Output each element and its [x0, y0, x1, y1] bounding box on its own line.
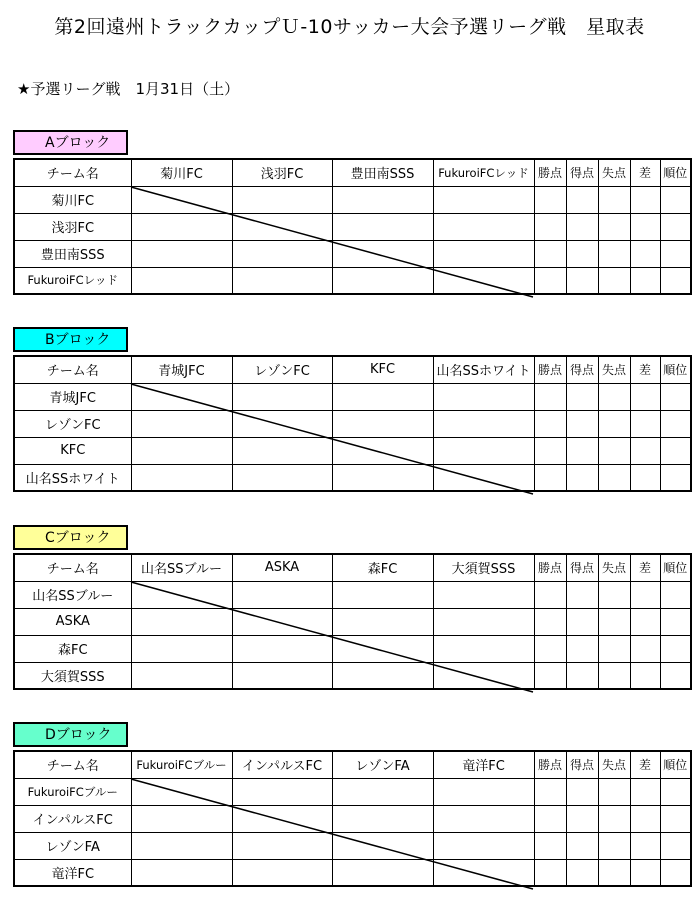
result-cell[interactable] — [131, 410, 232, 437]
team-name-cell: ASKA — [14, 608, 131, 635]
stat-cell[interactable] — [566, 805, 598, 832]
block-label: Cブロック — [13, 525, 128, 550]
stat-cell[interactable] — [630, 267, 660, 294]
opponent-header: ASKA — [232, 554, 332, 581]
stat-cell[interactable] — [630, 186, 660, 213]
stat-cell[interactable] — [566, 240, 598, 267]
result-cell[interactable] — [232, 608, 332, 635]
stat-cell[interactable] — [534, 437, 566, 464]
block-label: Aブロック — [13, 130, 128, 155]
stat-cell[interactable] — [630, 662, 660, 689]
stat-header: 勝点 — [534, 751, 566, 778]
result-cell[interactable] — [131, 635, 232, 662]
result-cell[interactable] — [232, 213, 332, 240]
stat-cell[interactable] — [598, 186, 630, 213]
result-cell[interactable] — [232, 635, 332, 662]
result-cell[interactable] — [131, 608, 232, 635]
result-cell[interactable] — [131, 778, 232, 805]
result-cell[interactable] — [232, 662, 332, 689]
team-name-cell: 青城JFC — [14, 383, 131, 410]
result-cell[interactable] — [433, 778, 534, 805]
stat-cell[interactable] — [566, 437, 598, 464]
page-subtitle: ★予選リーグ戦 1月31日（土） — [17, 80, 240, 98]
result-cell[interactable] — [232, 805, 332, 832]
team-name-cell: 浅羽FC — [14, 213, 131, 240]
stat-header: 勝点 — [534, 554, 566, 581]
result-cell[interactable] — [332, 635, 433, 662]
stat-cell[interactable] — [660, 859, 691, 886]
stat-header: 得点 — [566, 159, 598, 186]
result-cell[interactable] — [131, 186, 232, 213]
team-name-cell: インパルスFC — [14, 805, 131, 832]
header-row — [14, 356, 691, 383]
stat-header: 順位 — [660, 554, 691, 581]
stat-cell[interactable] — [598, 859, 630, 886]
stat-cell[interactable] — [534, 832, 566, 859]
stat-cell[interactable] — [566, 186, 598, 213]
stat-header: 差 — [630, 554, 660, 581]
stat-header: 順位 — [660, 356, 691, 383]
result-cell[interactable] — [131, 240, 232, 267]
stat-cell[interactable] — [566, 832, 598, 859]
result-cell[interactable] — [332, 778, 433, 805]
opponent-header: レゾンFC — [232, 356, 332, 383]
stat-cell[interactable] — [566, 859, 598, 886]
result-cell[interactable] — [232, 186, 332, 213]
stat-header: 失点 — [598, 554, 630, 581]
result-cell[interactable] — [131, 859, 232, 886]
team-name-cell: 竜洋FC — [14, 859, 131, 886]
stat-cell[interactable] — [660, 437, 691, 464]
stat-header: 得点 — [566, 554, 598, 581]
stat-cell[interactable] — [660, 805, 691, 832]
team-name-cell: FukuroiFCレッド — [14, 267, 131, 294]
stat-header: 失点 — [598, 356, 630, 383]
result-cell[interactable] — [433, 608, 534, 635]
stat-cell[interactable] — [566, 267, 598, 294]
stat-cell[interactable] — [660, 213, 691, 240]
stat-header: 差 — [630, 159, 660, 186]
result-cell[interactable] — [433, 581, 534, 608]
standings-table — [13, 158, 692, 295]
result-cell[interactable] — [232, 581, 332, 608]
stat-cell[interactable] — [630, 410, 660, 437]
stat-cell[interactable] — [660, 778, 691, 805]
opponent-header: FukuroiFCブルー — [131, 751, 232, 778]
stat-cell[interactable] — [660, 186, 691, 213]
opponent-header: 浅羽FC — [232, 159, 332, 186]
stat-cell[interactable] — [660, 240, 691, 267]
opponent-header: KFC — [332, 356, 433, 383]
table-row — [14, 805, 691, 832]
stat-cell[interactable] — [660, 635, 691, 662]
result-cell[interactable] — [433, 635, 534, 662]
result-cell[interactable] — [332, 581, 433, 608]
stat-cell[interactable] — [630, 635, 660, 662]
team-name-cell: 大須賀SSS — [14, 662, 131, 689]
result-cell[interactable] — [232, 464, 332, 491]
block-1 — [13, 130, 690, 300]
result-cell[interactable] — [232, 778, 332, 805]
stat-cell[interactable] — [534, 635, 566, 662]
stat-cell[interactable] — [598, 635, 630, 662]
stat-cell[interactable] — [598, 437, 630, 464]
stat-cell[interactable] — [566, 213, 598, 240]
result-cell[interactable] — [232, 410, 332, 437]
team-name-header: チーム名 — [14, 751, 131, 778]
result-cell[interactable] — [232, 832, 332, 859]
stat-header: 差 — [630, 751, 660, 778]
stat-cell[interactable] — [534, 581, 566, 608]
stat-cell[interactable] — [598, 778, 630, 805]
block-3 — [13, 525, 690, 695]
stat-cell[interactable] — [534, 778, 566, 805]
header-row — [14, 751, 691, 778]
stat-header: 順位 — [660, 159, 691, 186]
table-row — [14, 859, 691, 886]
stat-cell[interactable] — [534, 608, 566, 635]
stat-cell[interactable] — [566, 464, 598, 491]
result-cell[interactable] — [332, 437, 433, 464]
stat-cell[interactable] — [630, 464, 660, 491]
result-cell[interactable] — [433, 240, 534, 267]
stat-cell[interactable] — [566, 778, 598, 805]
result-cell[interactable] — [131, 805, 232, 832]
result-cell[interactable] — [131, 383, 232, 410]
stat-cell[interactable] — [630, 437, 660, 464]
table-row — [14, 437, 691, 464]
result-cell[interactable] — [433, 186, 534, 213]
table-row — [14, 662, 691, 689]
team-name-cell: 山名SSブルー — [14, 581, 131, 608]
result-cell[interactable] — [332, 662, 433, 689]
table-row — [14, 608, 691, 635]
stat-cell[interactable] — [534, 240, 566, 267]
header-row — [14, 554, 691, 581]
table-row — [14, 213, 691, 240]
stat-cell[interactable] — [630, 778, 660, 805]
stat-cell[interactable] — [566, 383, 598, 410]
result-cell[interactable] — [232, 437, 332, 464]
stat-cell[interactable] — [598, 213, 630, 240]
stat-header: 得点 — [566, 356, 598, 383]
stat-cell[interactable] — [598, 662, 630, 689]
table-row — [14, 778, 691, 805]
result-cell[interactable] — [433, 662, 534, 689]
result-cell[interactable] — [332, 410, 433, 437]
standings-table — [13, 355, 692, 492]
stat-cell[interactable] — [598, 581, 630, 608]
stat-header: 得点 — [566, 751, 598, 778]
result-cell[interactable] — [332, 464, 433, 491]
table-row — [14, 240, 691, 267]
stat-header: 失点 — [598, 159, 630, 186]
stat-header: 勝点 — [534, 159, 566, 186]
block-2 — [13, 327, 690, 497]
table-row — [14, 464, 691, 491]
result-cell[interactable] — [433, 267, 534, 294]
result-cell[interactable] — [131, 437, 232, 464]
stat-cell[interactable] — [534, 464, 566, 491]
stat-cell[interactable] — [660, 832, 691, 859]
stat-cell[interactable] — [534, 267, 566, 294]
result-cell[interactable] — [232, 240, 332, 267]
result-cell[interactable] — [433, 437, 534, 464]
result-cell[interactable] — [131, 662, 232, 689]
table-row — [14, 383, 691, 410]
stat-cell[interactable] — [660, 464, 691, 491]
opponent-header: 森FC — [332, 554, 433, 581]
stat-cell[interactable] — [598, 832, 630, 859]
opponent-header: FukuroiFCレッド — [433, 159, 534, 186]
stat-header: 失点 — [598, 751, 630, 778]
stat-cell[interactable] — [630, 832, 660, 859]
opponent-header: レゾンFA — [332, 751, 433, 778]
stat-cell[interactable] — [660, 267, 691, 294]
team-name-cell: 菊川FC — [14, 186, 131, 213]
page-title: 第2回遠州トラックカップＵ-10サッカー大会予選リーグ戦 星取表 — [54, 16, 645, 38]
stat-cell[interactable] — [598, 464, 630, 491]
opponent-header: 菊川FC — [131, 159, 232, 186]
result-cell[interactable] — [332, 240, 433, 267]
stat-cell[interactable] — [598, 805, 630, 832]
opponent-header: 竜洋FC — [433, 751, 534, 778]
stat-cell[interactable] — [630, 383, 660, 410]
stat-cell[interactable] — [534, 410, 566, 437]
team-name-cell: レゾンFA — [14, 832, 131, 859]
result-cell[interactable] — [332, 213, 433, 240]
stat-cell[interactable] — [598, 608, 630, 635]
stat-cell[interactable] — [660, 383, 691, 410]
stat-cell[interactable] — [660, 581, 691, 608]
table-row — [14, 267, 691, 294]
table-row — [14, 186, 691, 213]
table-row — [14, 832, 691, 859]
result-cell[interactable] — [332, 859, 433, 886]
stat-cell[interactable] — [534, 662, 566, 689]
stat-cell[interactable] — [534, 805, 566, 832]
stat-cell[interactable] — [598, 240, 630, 267]
opponent-header: 大須賀SSS — [433, 554, 534, 581]
stat-cell[interactable] — [598, 410, 630, 437]
opponent-header: 豊田南SSS — [332, 159, 433, 186]
team-name-cell: FukuroiFCブルー — [14, 778, 131, 805]
result-cell[interactable] — [131, 581, 232, 608]
opponent-header: インパルスFC — [232, 751, 332, 778]
result-cell[interactable] — [131, 464, 232, 491]
stat-cell[interactable] — [660, 410, 691, 437]
stat-cell[interactable] — [534, 859, 566, 886]
opponent-header: 山名SSブルー — [131, 554, 232, 581]
table-row — [14, 410, 691, 437]
standings-table — [13, 553, 692, 690]
stat-cell[interactable] — [566, 410, 598, 437]
header-row — [14, 159, 691, 186]
stat-cell[interactable] — [598, 267, 630, 294]
result-cell[interactable] — [131, 267, 232, 294]
stat-cell[interactable] — [534, 383, 566, 410]
result-cell[interactable] — [433, 805, 534, 832]
block-label: Dブロック — [13, 722, 128, 747]
standings-table — [13, 750, 692, 887]
stat-cell[interactable] — [660, 608, 691, 635]
result-cell[interactable] — [332, 383, 433, 410]
stat-cell[interactable] — [566, 581, 598, 608]
team-name-cell: 森FC — [14, 635, 131, 662]
result-cell[interactable] — [131, 213, 232, 240]
block-4 — [13, 722, 690, 892]
result-cell[interactable] — [433, 213, 534, 240]
result-cell[interactable] — [332, 186, 433, 213]
stat-cell[interactable] — [534, 213, 566, 240]
team-name-header: チーム名 — [14, 554, 131, 581]
team-name-header: チーム名 — [14, 356, 131, 383]
opponent-header: 青城JFC — [131, 356, 232, 383]
stat-cell[interactable] — [660, 662, 691, 689]
opponent-header: 山名SSホワイト — [433, 356, 534, 383]
stat-cell[interactable] — [630, 213, 660, 240]
result-cell[interactable] — [433, 383, 534, 410]
stat-cell[interactable] — [598, 383, 630, 410]
team-name-cell: 豊田南SSS — [14, 240, 131, 267]
result-cell[interactable] — [232, 267, 332, 294]
result-cell[interactable] — [232, 383, 332, 410]
stat-header: 勝点 — [534, 356, 566, 383]
stat-cell[interactable] — [630, 581, 660, 608]
stat-header: 順位 — [660, 751, 691, 778]
result-cell[interactable] — [433, 464, 534, 491]
stat-cell[interactable] — [630, 859, 660, 886]
result-cell[interactable] — [332, 805, 433, 832]
stat-cell[interactable] — [566, 662, 598, 689]
result-cell[interactable] — [433, 859, 534, 886]
stat-header: 差 — [630, 356, 660, 383]
result-cell[interactable] — [433, 410, 534, 437]
team-name-cell: レゾンFC — [14, 410, 131, 437]
stat-cell[interactable] — [566, 608, 598, 635]
result-cell[interactable] — [332, 832, 433, 859]
table-row — [14, 581, 691, 608]
table-row — [14, 635, 691, 662]
result-cell[interactable] — [332, 608, 433, 635]
stat-cell[interactable] — [630, 240, 660, 267]
block-label: Bブロック — [13, 327, 128, 352]
stat-cell[interactable] — [630, 608, 660, 635]
team-name-header: チーム名 — [14, 159, 131, 186]
stat-cell[interactable] — [630, 805, 660, 832]
result-cell[interactable] — [232, 859, 332, 886]
stat-cell[interactable] — [534, 186, 566, 213]
result-cell[interactable] — [433, 832, 534, 859]
result-cell[interactable] — [332, 267, 433, 294]
result-cell[interactable] — [131, 832, 232, 859]
team-name-cell: KFC — [14, 437, 131, 464]
team-name-cell: 山名SSホワイト — [14, 464, 131, 491]
stat-cell[interactable] — [566, 635, 598, 662]
